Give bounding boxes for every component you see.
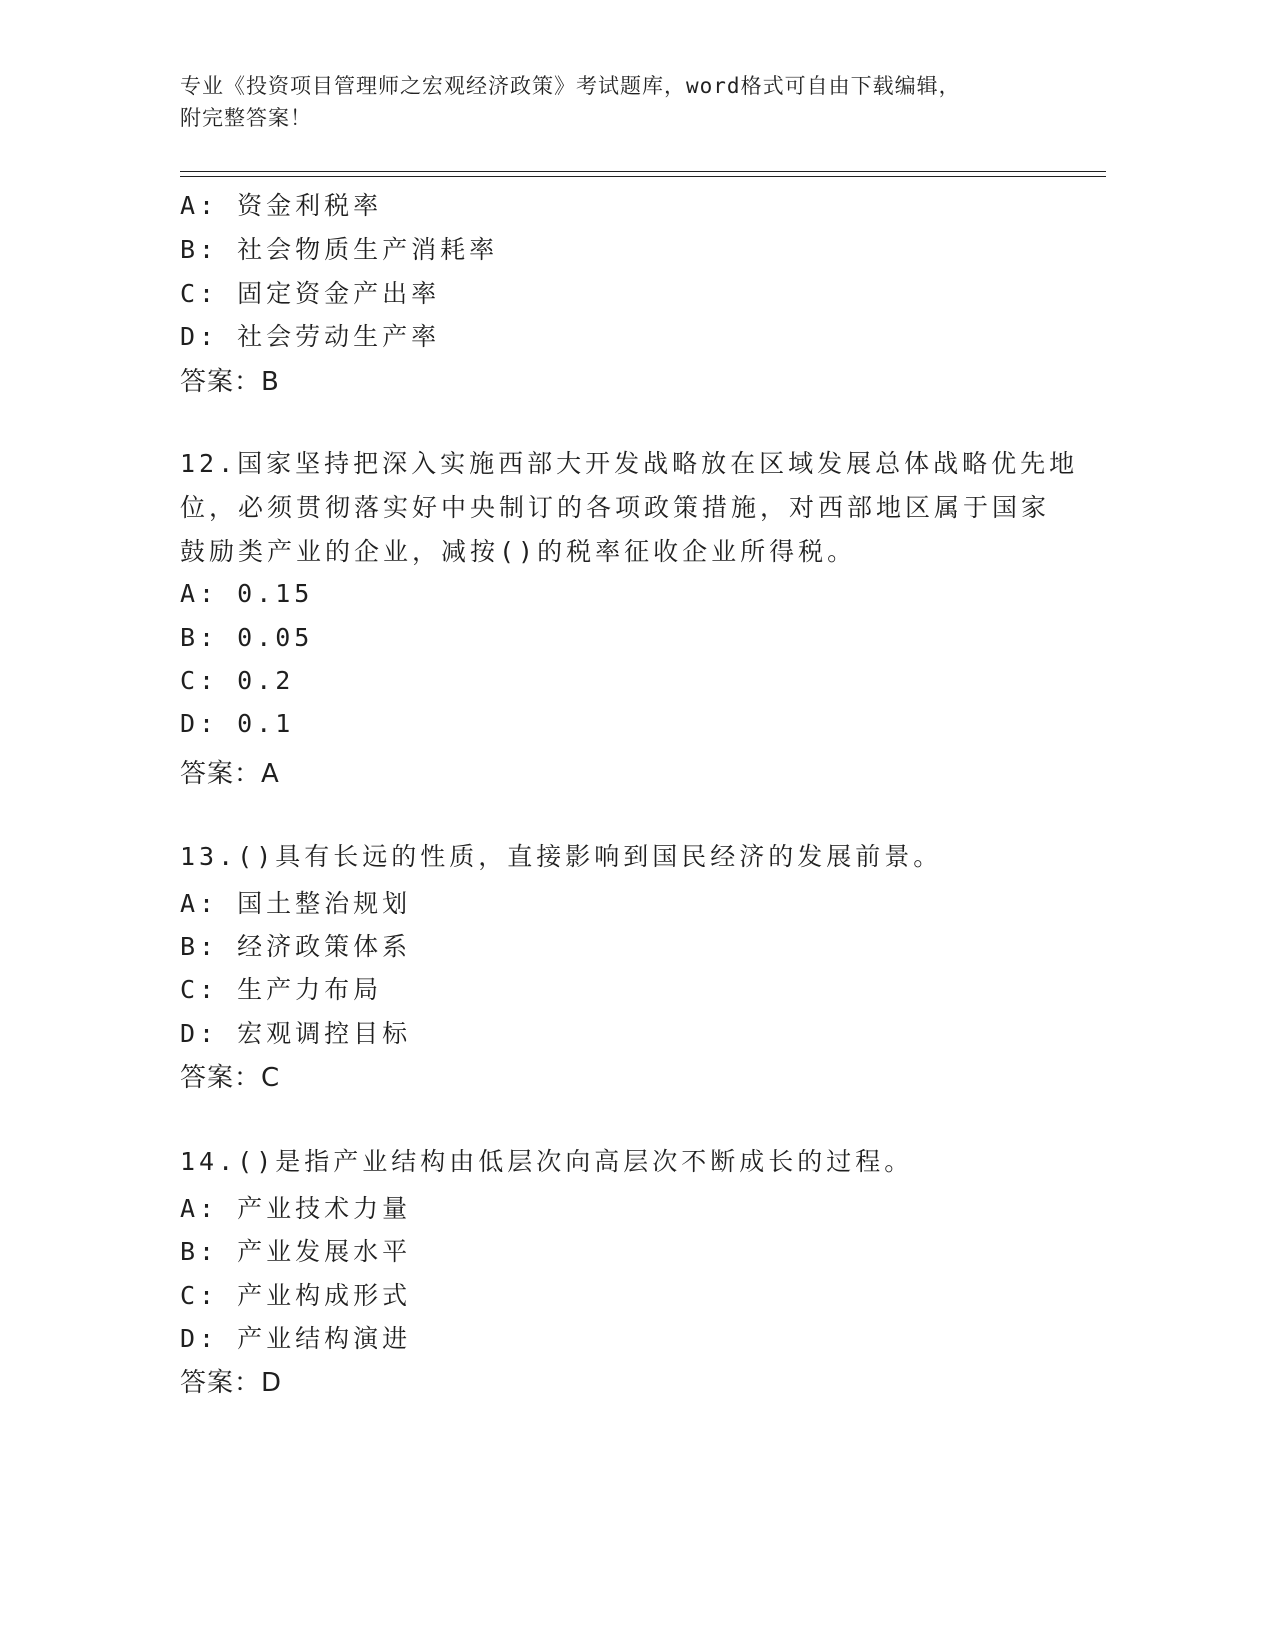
question-text-line: 14.()是指产业结构由低层次向高层次不断成长的过程。 [180,1147,914,1176]
option-d: D: 0.1 [180,709,295,738]
question-text [180,835,1040,879]
option-d: D: 产业结构演进 [180,1324,412,1353]
option-c: C: 0.2 [180,666,295,695]
option-c: C: 生产力布局 [180,975,383,1004]
question-text-line: 12.国家坚持把深入实施西部大开发战略放在区域发展总体战略优先地 [180,449,1079,478]
header-line-2: 附完整答案！ [180,106,312,130]
answer-label: 答案：A [180,759,280,789]
option-d: D: 社会劳动生产率 [180,322,441,351]
option-d: D: 宏观调控目标 [180,1019,412,1048]
option-b: B: 0.05 [180,623,314,652]
question-text-line: 位，必须贯彻落实好中央制订的各项政策措施，对西部地区属于国家 [180,493,1051,522]
answer-label: 答案：D [180,1368,283,1398]
option-b: B: 经济政策体系 [180,932,412,961]
option-a: A: 0.15 [180,579,314,608]
header-divider-bottom [180,176,1106,177]
option-c: C: 固定资金产出率 [180,279,441,308]
answer-label: 答案：B [180,367,280,397]
question-text-line: 鼓励类产业的企业，减按()的税率征收企业所得税。 [180,537,857,566]
answer-label: 答案：C [180,1063,281,1093]
question-text-line: 13.()具有长远的性质，直接影响到国民经济的发展前景。 [180,842,943,871]
option-a: A: 产业技术力量 [180,1194,412,1223]
option-c: C: 产业构成形式 [180,1281,412,1310]
header-divider-top [180,171,1106,172]
option-b: B: 产业发展水平 [180,1237,412,1266]
option-b: B: 社会物质生产消耗率 [180,235,499,264]
option-a: A: 资金利税率 [180,191,383,220]
document-header [180,70,1080,134]
header-line-1: 专业《投资项目管理师之宏观经济政策》考试题库，word格式可自由下载编辑， [180,74,961,98]
question-text [180,442,1079,574]
option-a: A: 国土整治规划 [180,889,412,918]
question-text [180,1140,1040,1184]
